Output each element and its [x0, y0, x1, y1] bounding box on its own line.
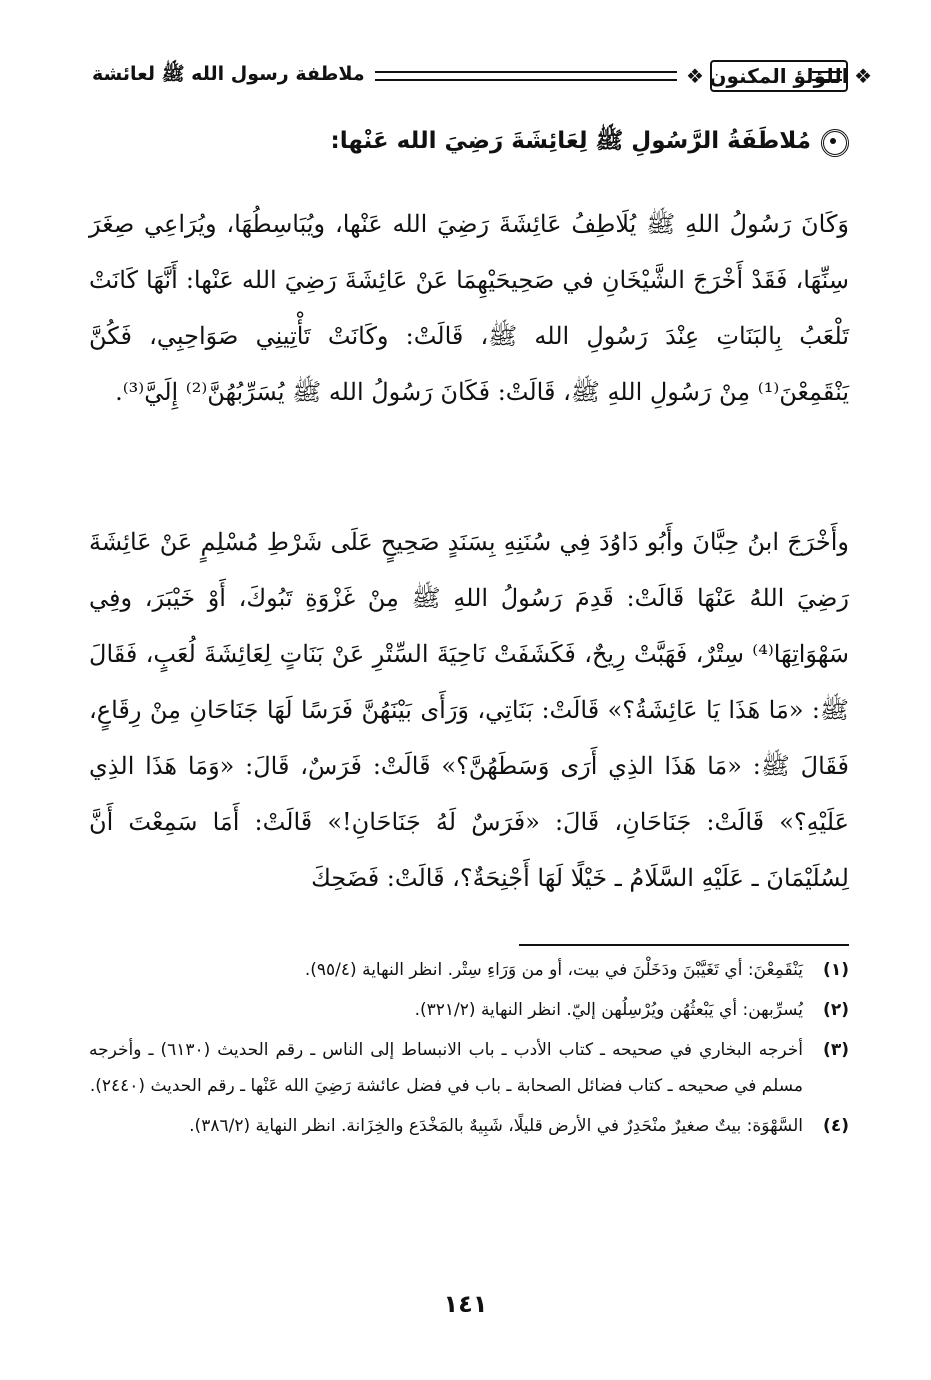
paragraph-2: وأَخْرَجَ ابنُ حِبَّانَ وأَبُو دَاوُدَ فِي سُنَنِهِ بِسَنَدٍ صَحِيحٍ عَلَى شَرْطِ مُسْلِمٍ عَنْ عَائِشَةَ رَضِيَ اللهُ عَنْهَا قَالَتْ: قَدِمَ رَسُولُ اللهِ ﷺ مِنْ غَزْوَةِ تَبُوكَ، أَوْ خَيْبَرَ، وفِي سَهْوَاتِهَا⁽⁴⁾ سِتْرٌ، فَهَبَّتْ رِيحٌ، فَكَشَفَتْ نَاحِيَةَ السِّتْرِ عَنْ بَنَاتٍ لِعَائِشَةَ لُعَبٍ، فَقَالَ ﷺ: «مَا هَذَا يَا عَائِشَةُ؟» قَالَتْ: بَنَاتِي، وَرَأَى بَيْنَهُنَّ فَرَسًا لَهَا جَنَاحَانِ مِنْ رِقَاعٍ، فَقَالَ ﷺ: «مَا هَذَا الذِي أَرَى وَسَطَهُنَّ؟» قَالَتْ: فَرَسٌ، قَالَ: «وَمَا هَذَا الذِي عَلَيْهِ؟» قَالَتْ: جَنَاحَانِ، قَالَ: «فَرَسٌ لَهُ جَنَاحَانِ!» قَالَتْ: أَمَا سَمِعْتَ أَنَّ لِسُلَيْمَانَ ـ عَلَيْهِ السَّلَامُ ـ خَيْلًا لَهَا أَجْنِحَةٌ؟، قَالَتْ: فَضَحِكَ	[89, 528, 849, 892]
book-title: اللؤلؤ المكنون	[709, 64, 849, 88]
footnote	[89, 952, 849, 988]
paragraph-1: وَكَانَ رَسُولُ اللهِ ﷺ يُلَاطِفُ عَائِشَةَ رَضِيَ الله عَنْها، ويُبَاسِطُهَا، ويُرَاعِي صِغَرَ سِنِّهَا، فَقَدْ أَخْرَجَ الشَّيْخَانِ في صَحِيحَيْهِمَا عَنْ عَائِشَةَ رَضِيَ الله عَنْها: أَنَّهَا كَانَتْ تَلْعَبُ بِالبَنَاتِ عِنْدَ رَسُولِ الله ﷺ، قَالَتْ: وكَانَتْ تَأْتِينِي صَوَاحِبِي، فَكُنَّ يَنْقَمِعْنَ⁽¹⁾ مِنْ رَسُولِ اللهِ ﷺ، قَالَتْ: فَكَانَ رَسُولُ الله ﷺ يُسَرِّبُهُنَّ⁽²⁾ إِلَيَّ⁽³⁾.	[89, 210, 849, 406]
page-number: ١٤١	[443, 1290, 488, 1318]
flower-bullet-icon	[821, 129, 849, 157]
footnote-separator	[519, 944, 849, 946]
footnote-number: (١)	[823, 960, 849, 980]
footnote	[89, 1032, 849, 1104]
section-title: مُلاطَفَةُ الرَّسُولِ ﷺ لِعَائِشَةَ رَضِيَ الله عَنْها:	[330, 128, 811, 154]
header-rule-center	[375, 71, 677, 81]
section-heading	[89, 126, 849, 160]
ornament-icon: ❖	[686, 64, 704, 88]
footnote-text: أخرجه البخاري في صحيحه ـ كتاب الأدب ـ باب الانبساط إلى الناس ـ رقم الحديث (٦١٣٠) ـ وأخرجه مسلم في صحيحه ـ كتاب فضائل الصحابة ـ باب في فضل عائشة رَضِيَ الله عَنْها ـ رقم الحديث (٢٤٤٠).	[89, 1040, 803, 1096]
footnotes	[89, 952, 849, 1148]
footnote-number: (٢)	[823, 1000, 849, 1020]
book-title-cartouche	[684, 56, 874, 96]
footnote	[89, 1108, 849, 1144]
footnote-text: يَنْقَمِعْنَ: أي تَغَيَّبْنَ ودَخَلْنَ في بيت، أو من وَرَاءِ سِتْر. انظر النهاية (٩٥/٤).	[304, 960, 803, 980]
running-header	[92, 52, 872, 100]
footnote-text: يُسرِّبهن: أي يَبْعثُهُن ويُرْسِلُهن إليّ. انظر النهاية (٣٢١/٢).	[414, 1000, 803, 1020]
footnote-number: (٣)	[823, 1040, 849, 1060]
footnote	[89, 992, 849, 1028]
chapter-title: ملاطفة رسول الله ﷺ لعائشة	[92, 63, 365, 85]
ornament-icon: ❖	[854, 64, 872, 88]
footnote-number: (٤)	[823, 1116, 849, 1136]
footnote-text: السَّهْوَة: بيتٌ صغيرٌ منْحَدِرٌ في الأرض قليلًا، شَبِيهٌ بالمَخْدَع والخِزَانة. انظر النهاية (٣٨٦/٢).	[189, 1116, 803, 1136]
